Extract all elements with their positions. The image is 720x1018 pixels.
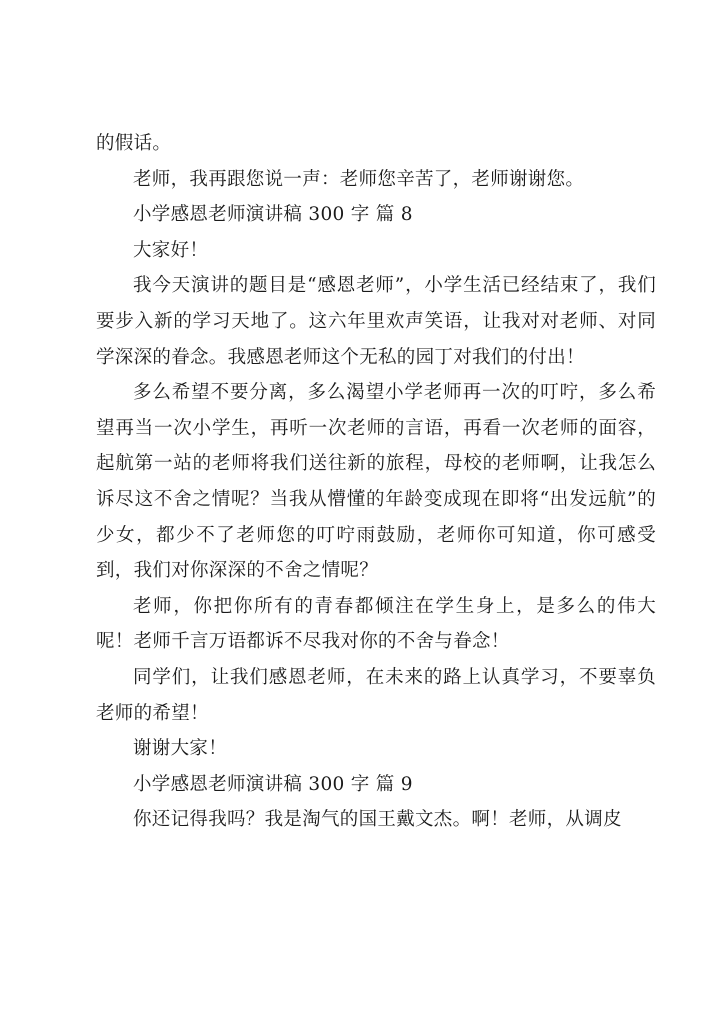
paragraph-remember-me: 你还记得我吗？我是淘气的国王戴文杰。啊！老师，从调皮 <box>133 809 622 831</box>
paragraph-continuation: 的假话。 <box>96 133 172 154</box>
document-body <box>96 126 656 838</box>
paragraph-topic: 我今天演讲的题目是“感恩老师”，小学生活已经结束了，我们要步入新的学习天地了。这六年里欢声笑语，让我对对老师、对同学深深的眷念。我感恩老师这个无私的园丁对我们的付出！ <box>96 275 656 368</box>
paragraph-classmates: 同学们，让我们感恩老师，在未来的路上认真学习，不要辜负老师的希望！ <box>96 666 656 724</box>
paragraph-youth: 老师，你把你所有的青春都倾注在学生身上，是多么的伟大呢！老师千言万语都诉不尽我对你的不舍与眷念！ <box>96 595 656 653</box>
section-heading-8: 小学感恩老师演讲稿 300 字 篇 8 <box>133 204 413 226</box>
paragraph-thanks: 老师，我再跟您说一声：老师您辛苦了，老师谢谢您。 <box>133 168 585 190</box>
paragraph-wishes: 多么希望不要分离，多么渴望小学老师再一次的叮咛，多么希望再当一次小学生，再听一次老师的言语，再看一次老师的面容，起航第一站的老师将我们送往新的旅程，母校的老师啊，让我怎么诉尽这不舍之情呢？当我从懵懂的年龄变成现在即将“出发远航”的少女，都少不了老师您的叮咛雨鼓励，老师你可知道，你可感受到，我们对你深深的不舍之情呢？ <box>96 382 656 582</box>
paragraph-thank-everyone: 谢谢大家！ <box>133 738 228 760</box>
section-heading-9: 小学感恩老师演讲稿 300 字 篇 9 <box>133 773 413 795</box>
paragraph-greeting: 大家好！ <box>133 239 209 261</box>
